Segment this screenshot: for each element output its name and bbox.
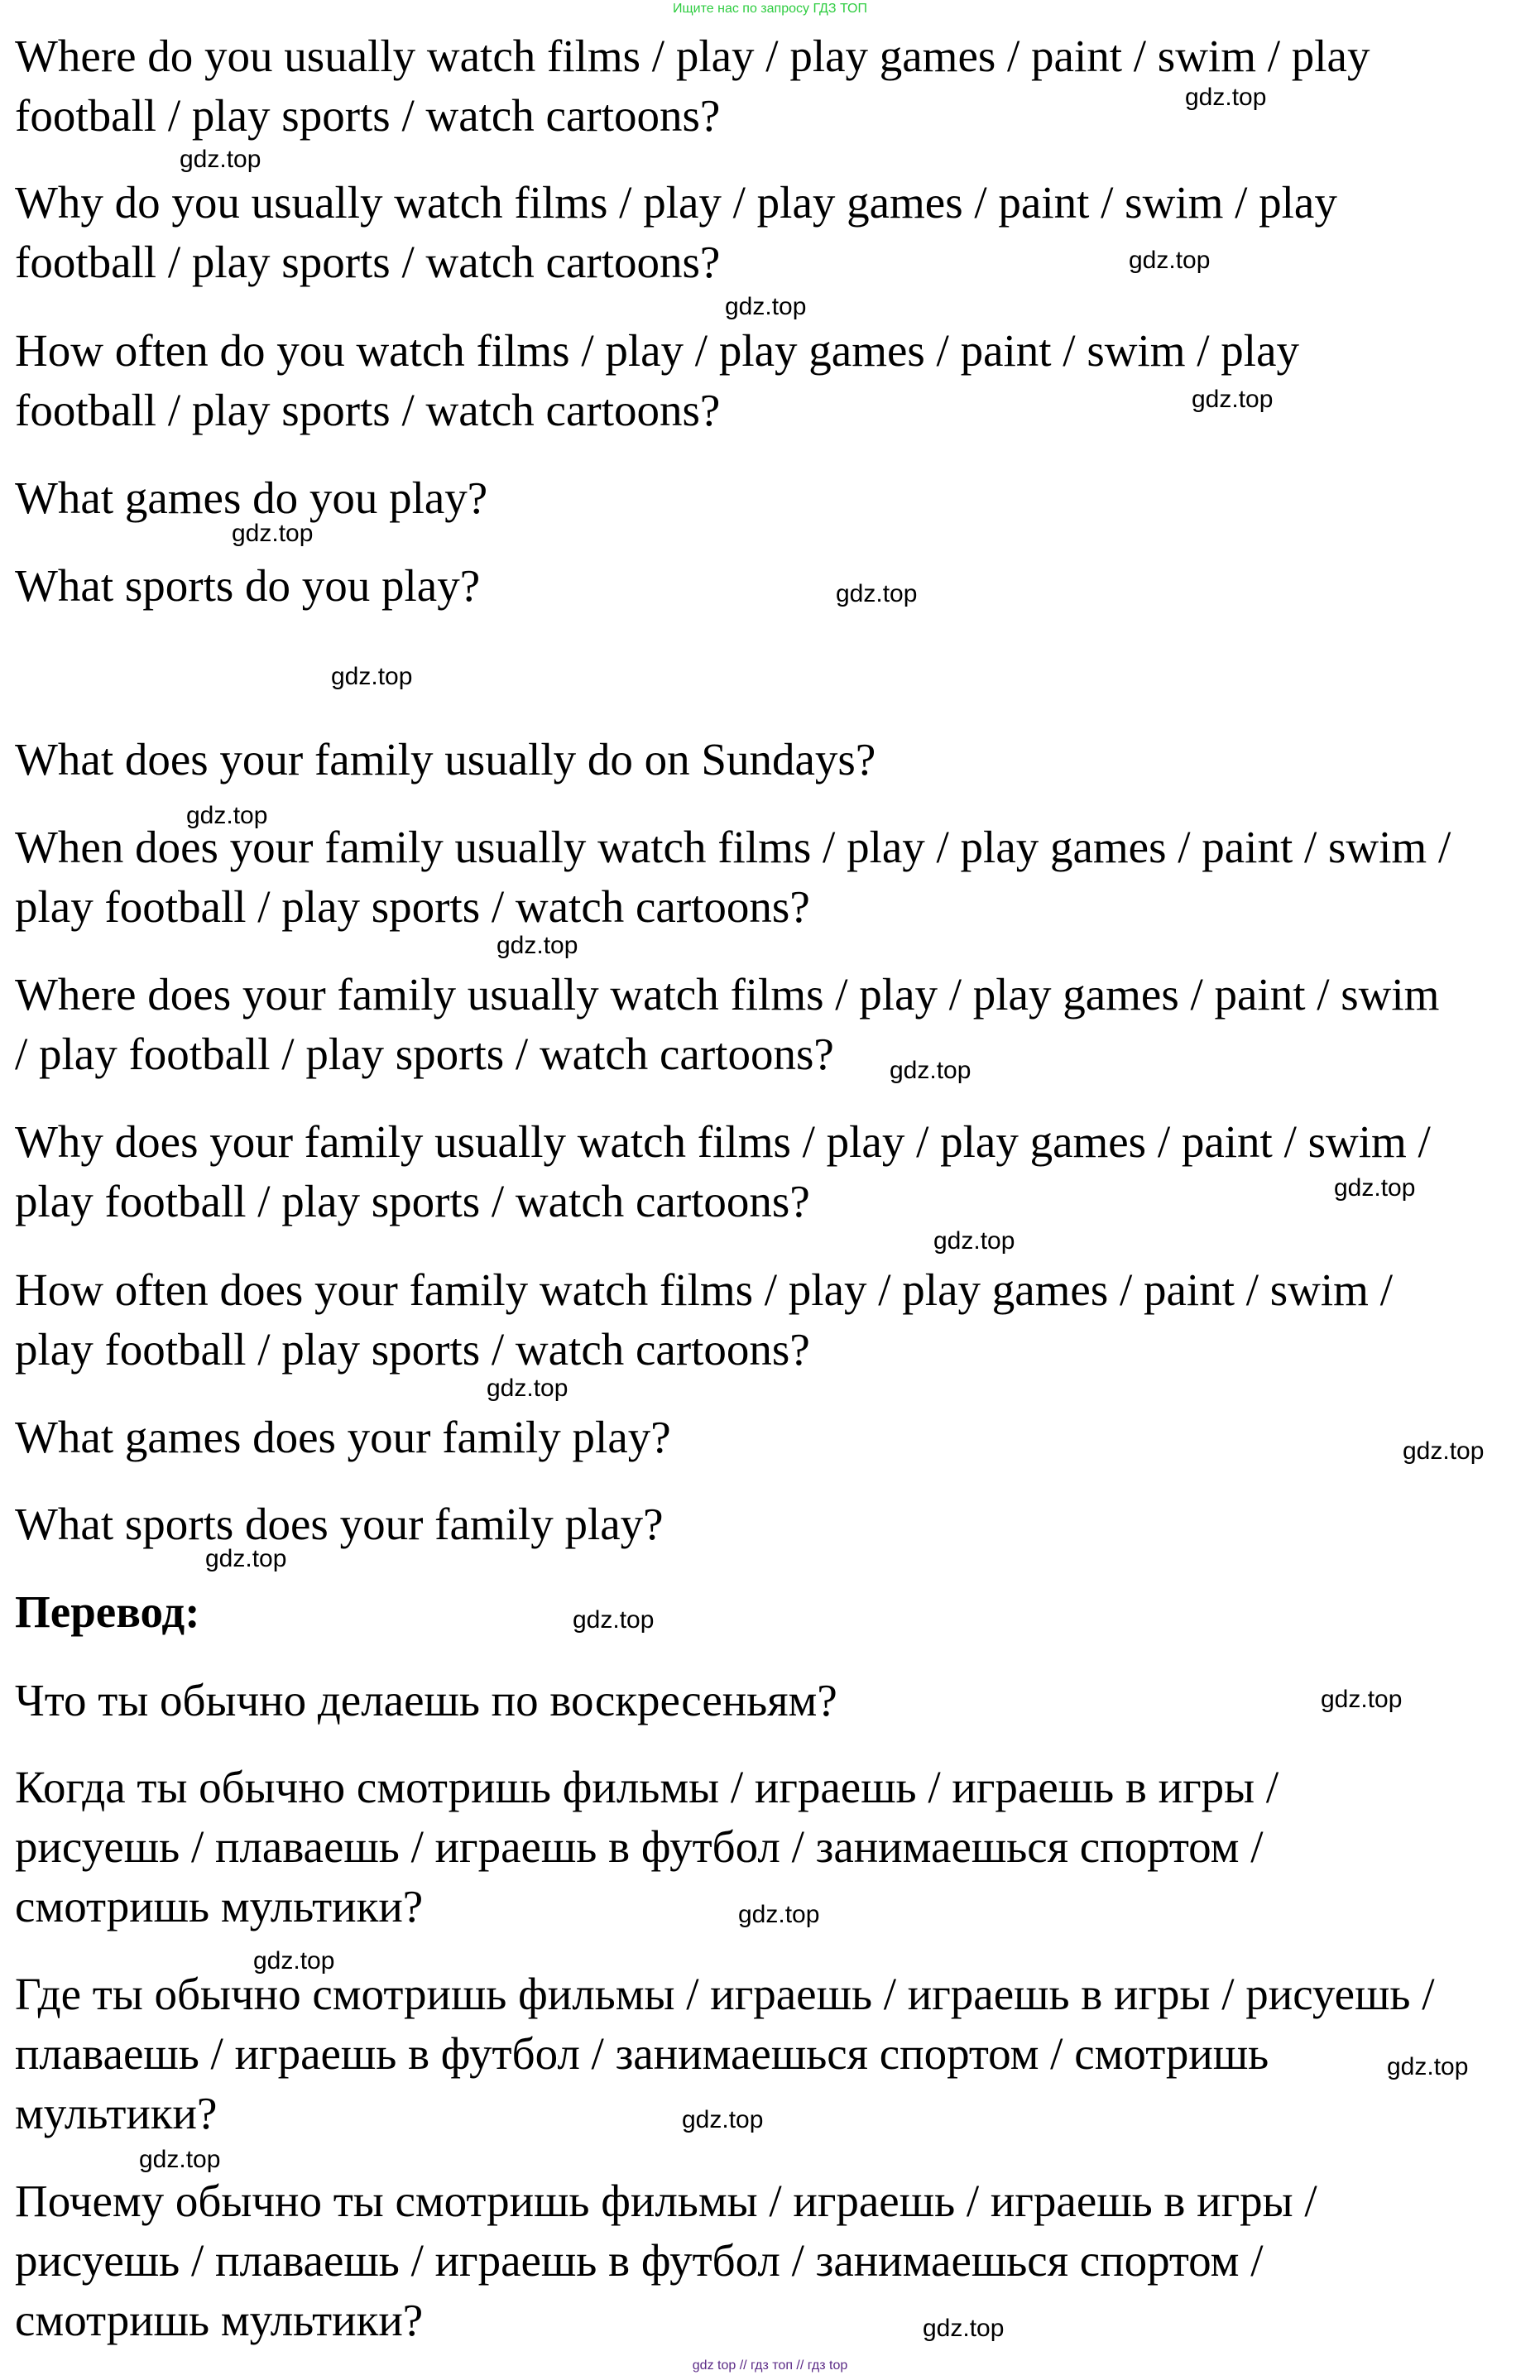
- text-line: What sports does your family play?: [15, 1499, 664, 1549]
- text-line: мультики?: [15, 2088, 218, 2138]
- text-line: Когда ты обычно смотришь фильмы / играешь / играешь в игры /: [15, 1762, 1279, 1812]
- watermark: gdz.top: [331, 663, 413, 690]
- watermark: gdz.top: [1185, 84, 1267, 111]
- text-line: play football / play sports / watch cartoons?: [15, 1176, 810, 1226]
- text-line: What games does your family play?: [15, 1412, 671, 1462]
- watermark: gdz.top: [1129, 247, 1211, 274]
- watermark: gdz.top: [933, 1227, 1015, 1255]
- text-line: Where do you usually watch films / play / play games / paint / swim / play: [15, 31, 1370, 81]
- text-line: Где ты обычно смотришь фильмы / играешь / играешь в игры / рисуешь /: [15, 1969, 1435, 2019]
- text-line: Where does your family usually watch films / play / play games / paint / swim: [15, 969, 1440, 1020]
- watermark: gdz.top: [139, 2146, 221, 2173]
- text-line: football / play sports / watch cartoons?: [15, 90, 721, 141]
- watermark: gdz.top: [923, 2315, 1005, 2342]
- text-line: Почему обычно ты смотришь фильмы / играешь / играешь в игры /: [15, 2176, 1317, 2226]
- watermark: gdz.top: [186, 802, 268, 829]
- watermark: gdz.top: [487, 1375, 569, 1402]
- watermark: gdz.top: [1387, 2053, 1469, 2080]
- text-line: How often do you watch films / play / play games / paint / swim / play: [15, 325, 1299, 376]
- text-line: рисуешь / плаваешь / играешь в футбол / занимаешься спортом /: [15, 2235, 1264, 2286]
- text-line: плаваешь / играешь в футбол / занимаешься спортом / смотришь: [15, 2028, 1269, 2079]
- footer-watermark: gdz top // гдз топ // гдз top: [692, 2358, 848, 2373]
- watermark: gdz.top: [232, 520, 314, 547]
- translation-heading: Перевод:: [15, 1586, 200, 1637]
- text-line: What does your family usually do on Sundays?: [15, 734, 876, 785]
- text-line: / play football / play sports / watch cartoons?: [15, 1029, 834, 1079]
- text-line: What sports do you play?: [15, 560, 481, 611]
- watermark: gdz.top: [497, 932, 578, 959]
- watermark: gdz.top: [890, 1057, 971, 1084]
- text-line: What games do you play?: [15, 473, 488, 523]
- text-line: Why does your family usually watch films / play / play games / paint / swim /: [15, 1116, 1431, 1167]
- watermark: gdz.top: [682, 2106, 764, 2133]
- text-line: Что ты обычно делаешь по воскресеньям?: [15, 1675, 837, 1725]
- watermark: gdz.top: [573, 1606, 655, 1634]
- watermark: gdz.top: [738, 1901, 820, 1928]
- watermark: gdz.top: [725, 293, 807, 320]
- text-line: When does your family usually watch films / play / play games / paint / swim /: [15, 822, 1451, 872]
- text-line: football / play sports / watch cartoons?: [15, 237, 721, 287]
- watermark: gdz.top: [1192, 386, 1274, 413]
- text-line: play football / play sports / watch cartoons?: [15, 1324, 810, 1375]
- watermark: gdz.top: [180, 146, 261, 173]
- watermark: gdz.top: [836, 580, 918, 607]
- watermark: gdz.top: [1403, 1437, 1485, 1465]
- text-line: смотришь мультики?: [15, 2295, 424, 2345]
- search-banner: Ищите нас по запросу ГДЗ ТОП: [673, 2, 867, 16]
- text-line: football / play sports / watch cartoons?: [15, 385, 721, 435]
- text-line: смотришь мультики?: [15, 1881, 424, 1931]
- watermark: gdz.top: [1321, 1686, 1403, 1713]
- text-line: Why do you usually watch films / play / play games / paint / swim / play: [15, 177, 1337, 228]
- text-line: play football / play sports / watch cartoons?: [15, 881, 810, 932]
- watermark: gdz.top: [253, 1947, 335, 1975]
- watermark: gdz.top: [205, 1545, 287, 1572]
- text-line: How often does your family watch films / play / play games / paint / swim /: [15, 1264, 1393, 1315]
- text-line: рисуешь / плаваешь / играешь в футбол / занимаешься спортом /: [15, 1821, 1264, 1872]
- watermark: gdz.top: [1334, 1174, 1416, 1202]
